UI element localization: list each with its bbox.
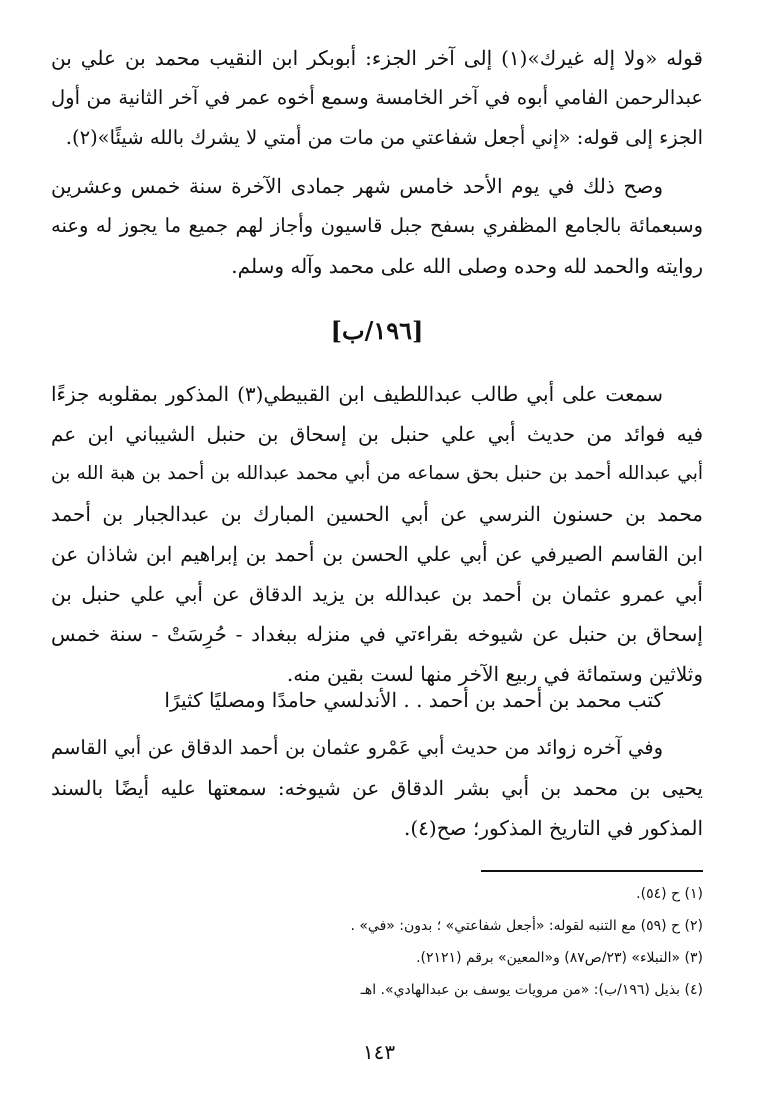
paragraph-1	[51, 38, 703, 158]
text-line: المذكور في التاريخ المذكور؛ صح(٤).	[404, 816, 703, 840]
text-line: قوله «ولا إله غيرك»(١) إلى آخر الجزء: أبوبكر ابن النقيب محمد بن علي بن	[51, 46, 703, 70]
text-line: سمعت على أبي طالب عبداللطيف ابن القبيطي(٣) المذكور بمقلوبه جزءًا	[51, 382, 663, 406]
page-number: ١٤٣	[362, 1040, 396, 1064]
text-line: إسحاق بن حنبل عن شيوخه بقراءتي في منزله ببغداد - حُرِسَتْ - سنة خمس	[51, 622, 703, 646]
text-line: روايته والحمد لله وحده وصلى الله على محمد وآله وسلم.	[231, 254, 703, 278]
footnote-divider	[481, 870, 703, 872]
folio-marker-text: [١٩٦/ب]	[330, 316, 424, 345]
text-line: وصح ذلك في يوم الأحد خامس شهر جمادى الآخرة سنة خمس وعشرين	[51, 174, 663, 198]
text-line: كتب محمد بن أحمد بن أحمد . . الأندلسي حامدًا ومصليًا كثيرًا	[164, 688, 663, 712]
text-line: فيه فوائد من حديث أبي علي حنبل بن إسحاق بن حنبل الشيباني ابن عم	[51, 422, 703, 446]
paragraph-5	[51, 728, 703, 848]
footnote: (٤) بذيل (١٩٦/ب): «من مرويات يوسف بن عبدالهادي». اهـ	[360, 982, 703, 998]
footnote: (٢) ح (٥٩) مع التنبه لقوله: «أجعل شفاعتي» ؛ بدون: «في» .	[350, 918, 703, 934]
text-line: وسبعمائة بالجامع المظفري بسفح جبل قاسيون وأجاز لهم جميع ما يجوز له وعنه	[51, 214, 703, 237]
paragraph-3	[51, 374, 703, 694]
paragraph-2	[51, 166, 703, 286]
footnote: (١) ح (٥٤).	[636, 886, 703, 902]
text-line: يحيى بن محمد بن أبي بشر الدقاق عن شيوخه: سمعتها عليه أيضًا بالسند	[51, 776, 703, 800]
text-line: أبي عبدالله أحمد بن حنبل بحق سماعه من أبي محمد عبدالله بن أحمد بن هبة الله بن	[51, 463, 703, 484]
text-line: الجزء إلى قوله: «إني أجعل شفاعتي من مات من أمتي لا يشرك بالله شيئًا»(٢).	[65, 126, 703, 149]
text-line: عبدالرحمن الفامي أبوه في آخر الخامسة وسمع أخوه عمر في آخر الثانية من أول	[51, 86, 703, 109]
footnotes	[51, 878, 703, 1006]
text-line: وفي آخره زوائد من حديث أبي عَمْرو عثمان بن أحمد الدقاق عن أبي القاسم	[51, 736, 663, 759]
folio-marker	[51, 308, 703, 354]
paragraph-4	[51, 680, 703, 720]
text-line: ابن القاسم الصيرفي عن أبي علي الحسن بن أحمد بن إبراهيم ابن شاذان عن	[51, 542, 703, 566]
text-line: أبي عمرو عثمان بن أحمد بن عبدالله بن يزيد الدقاق عن أبي علي حنبل بن	[51, 582, 703, 606]
footnote: (٣) «النبلاء» (٢٣/ص٨٧) و«المعين» برقم (٢١٢١).	[416, 950, 703, 966]
text-line: وثلاثين وستمائة في ربيع الآخر منها لست بقين منه.	[286, 662, 703, 686]
text-line: محمد بن حسنون النرسي عن أبي الحسين المبارك بن عبدالجبار بن أحمد	[51, 502, 703, 526]
